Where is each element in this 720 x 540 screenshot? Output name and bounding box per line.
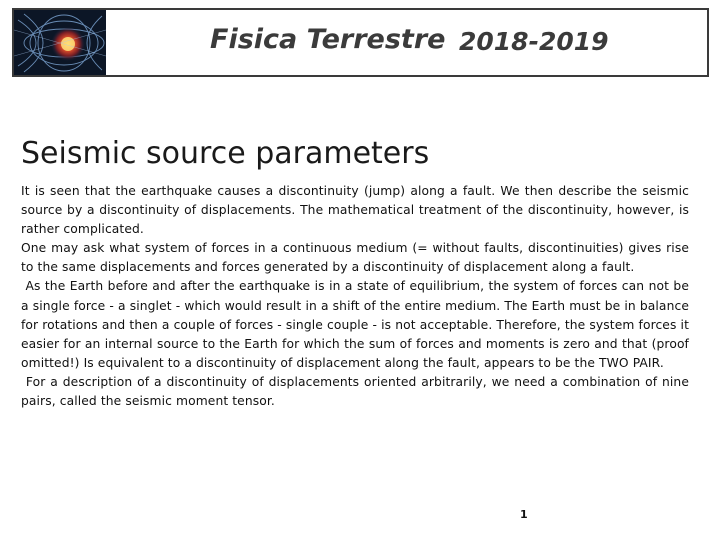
- academic-year: 2018-2019: [459, 27, 609, 56]
- body-paragraph: One may ask what system of forces in a continuous medium (= without faults, discontinuities) gives rise to the same displacements and forces generated by a discontinuity of displacement along a fault.: [21, 241, 689, 275]
- page-number: 1: [520, 508, 528, 521]
- slide-title: Seismic source parameters: [21, 136, 430, 171]
- body-paragraph: It is seen that the earthquake causes a discontinuity (jump) along a fault. We then describe the seismic source by a discontinuity of displacements. The mathematical treatment of the discontinuity, however, is rather complicated.: [21, 184, 689, 237]
- earth-magnetosphere-icon: [14, 10, 106, 75]
- logo-graphic: [14, 10, 106, 75]
- body-paragraph: For a description of a discontinuity of displacements oriented arbitrarily, we need a combination of nine pairs, called the seismic moment tensor.: [21, 374, 694, 409]
- body-paragraph: As the Earth before and after the earthquake is in a state of equilibrium, the system of forces can not be a single force - a singlet - which would result in a shift of the entire medium. The Earth must be in balance for rotations and then a couple of forces - single couple - is not acceptable. Therefore, the system forces it easier for an internal source to the Earth for which the sum of forces and moments is zero and that (proof omitted!) Is equivalent to a discontinuity of displacement along the fault, appears to be the TWO PAIR.: [21, 279, 694, 370]
- header-banner: [12, 8, 709, 77]
- slide-body: [21, 182, 694, 411]
- course-title: Fisica Terrestre: [210, 24, 446, 55]
